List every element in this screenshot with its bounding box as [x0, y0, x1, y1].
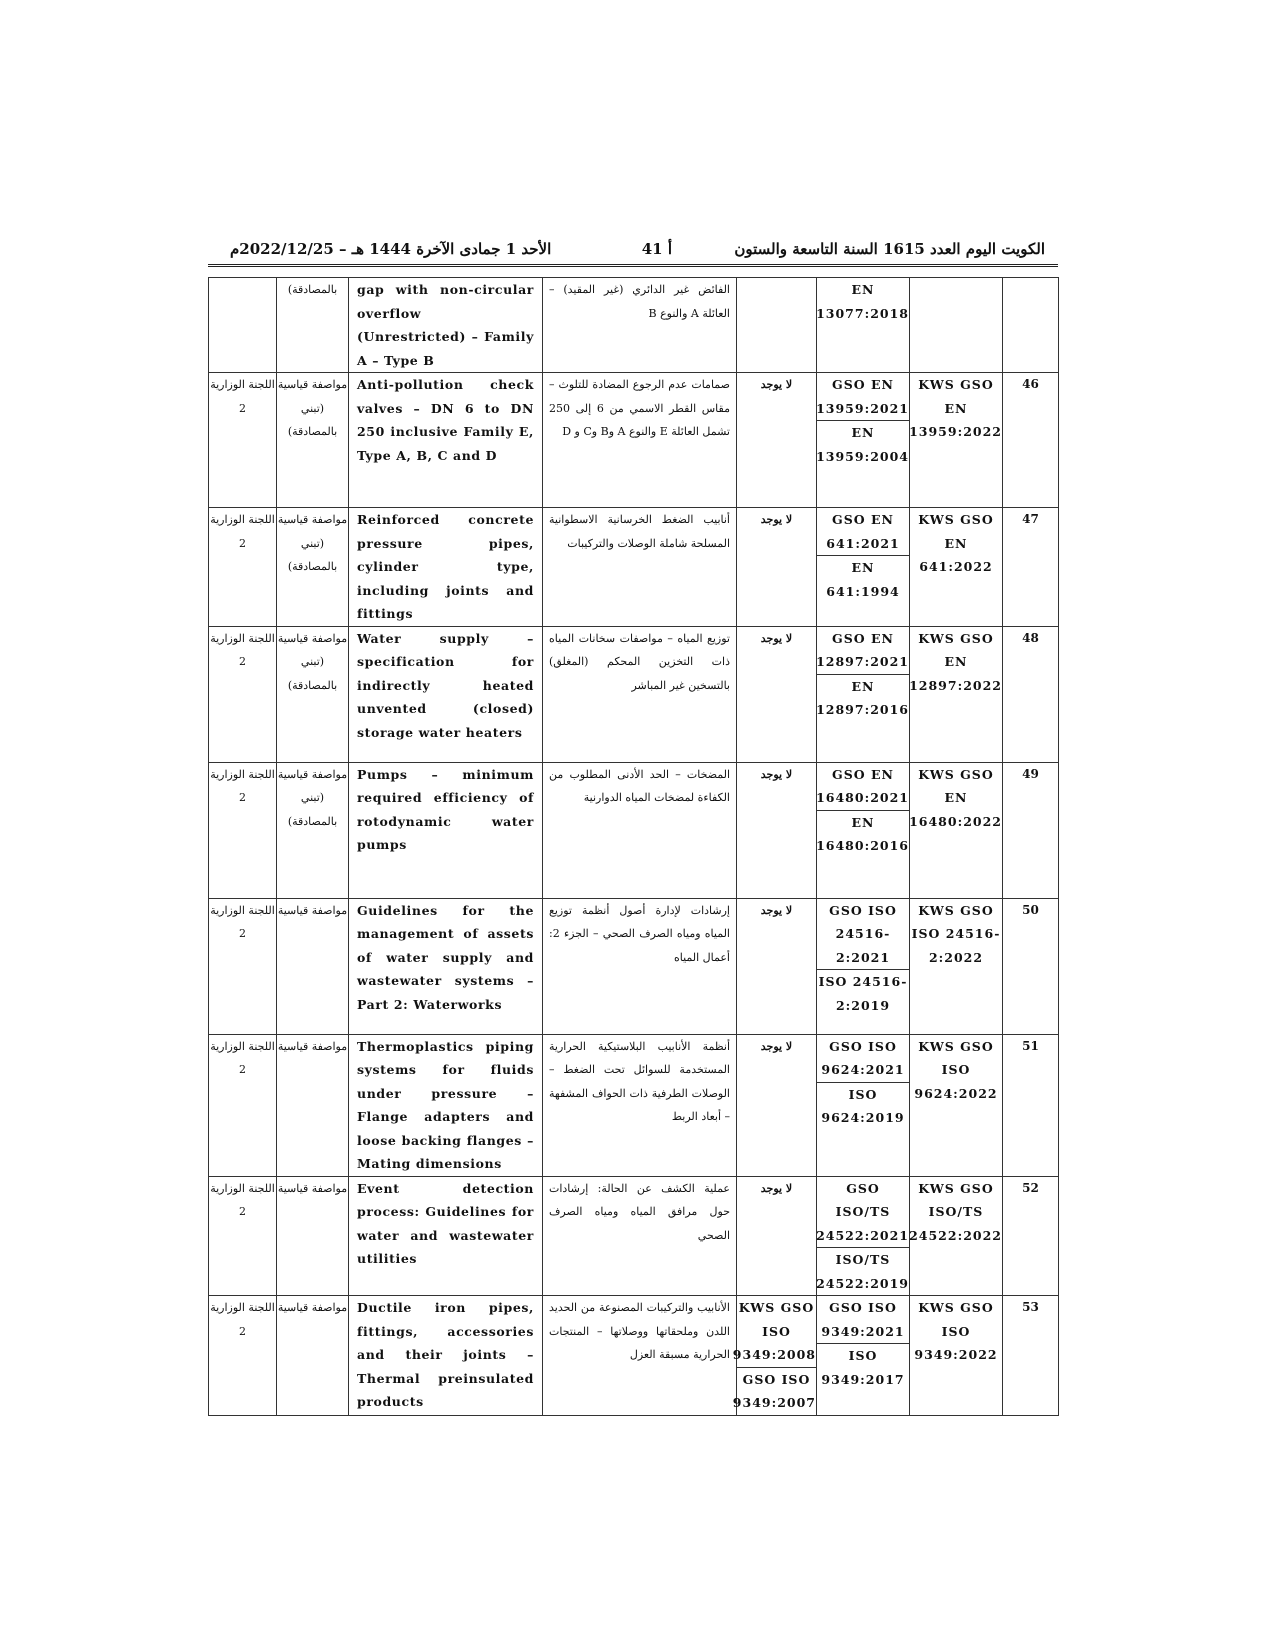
local-standard-cell: لا يوجد [737, 762, 817, 898]
local-standard-previous: GSO ISO 9349:2007 [732, 1371, 816, 1410]
kws-cell: KWS GSO ISO/TS 24522:2022 [910, 1176, 1003, 1296]
local-standard-cell: لا يوجد [737, 1176, 817, 1296]
type-cell: مواصفة قياسية (تبني بالمصادقة) [277, 508, 349, 627]
arabic-title-cell: أنظمة الأنابيب البلاستيكية الحرارية المستخدمة للسوائل تحت الضغط – الوصلات الطرفية ذات الحواف المشفهة – أبعاد الربط [543, 1034, 737, 1176]
english-title-cell: Water supply – specification for indirectly heated unvented (closed) storage water heaters [349, 626, 543, 762]
kws-cell: KWS GSO EN 641:2022 [910, 508, 1003, 627]
reference-cell [817, 508, 910, 627]
gso-reference: GSO EN 641:2021 [817, 508, 909, 556]
local-standard-cell [732, 1296, 817, 1416]
type-cell: مواصفة قياسية [277, 1176, 349, 1296]
kws-cell: KWS GSO ISO 9624:2022 [910, 1034, 1003, 1176]
intl-reference: ISO 9624:2019 [821, 1086, 905, 1125]
type-cell: مواصفة قياسية [277, 1296, 349, 1416]
row-number-cell: 50 [1003, 898, 1059, 1034]
arabic-title-cell: صمامات عدم الرجوع المضادة للتلوث – مقاس القطر الاسمي من 6 إلى 250 تشمل العائلة E والنوع A وB وC و D [543, 373, 737, 508]
committee-cell [209, 278, 277, 373]
local-standard-cell: لا يوجد [737, 373, 817, 508]
intl-reference: EN 12897:2016 [816, 678, 909, 717]
local-standard-current: KWS GSO ISO 9349:2008 [737, 1296, 816, 1368]
gso-reference: GSO ISO 9624:2021 [817, 1035, 909, 1083]
intl-reference: ISO 24516-2:2019 [818, 974, 908, 1013]
reference-cell [817, 898, 910, 1034]
table-row [209, 626, 1059, 762]
reference-cell [817, 626, 910, 762]
kws-cell: KWS GSO ISO 24516-2:2022 [910, 898, 1003, 1034]
english-title-cell: Thermoplastics piping systems for fluids under pressure – Flange adapters and loose backing flanges – Mating dimensions [349, 1034, 543, 1176]
english-title-cell: Ductile iron pipes, fittings, accessories and their joints – Thermal preinsulated products [349, 1296, 543, 1416]
gso-reference: GSO ISO 24516-2:2021 [817, 899, 909, 971]
kws-cell: KWS GSO EN 13959:2022 [910, 373, 1003, 508]
reference-cell [817, 1034, 910, 1176]
page-header [230, 236, 1045, 266]
table-row [209, 373, 1059, 508]
committee-cell: اللجنة الوزارية 2 [209, 762, 277, 898]
type-cell: مواصفة قياسية [277, 898, 349, 1034]
local-standard-cell [737, 278, 817, 373]
local-standard-cell: لا يوجد [737, 626, 817, 762]
table-row [209, 508, 1059, 627]
gso-reference: GSO EN 16480:2021 [817, 763, 909, 811]
committee-cell: اللجنة الوزارية 2 [209, 1176, 277, 1296]
table-row [209, 1176, 1059, 1296]
english-title-cell: Anti-pollution check valves – DN 6 to DN 250 inclusive Family E, Type A, B, C and D [349, 373, 543, 508]
arabic-title-cell: إرشادات لإدارة أصول أنظمة توزيع المياه ومياه الصرف الصحي – الجزء 2: أعمال المياه [543, 898, 737, 1034]
table-row [209, 1034, 1059, 1176]
local-standard-cell: لا يوجد [737, 508, 817, 627]
committee-cell: اللجنة الوزارية 2 [209, 626, 277, 762]
row-number-cell: 49 [1003, 762, 1059, 898]
committee-cell: اللجنة الوزارية 2 [209, 898, 277, 1034]
arabic-title-cell: عملية الكشف عن الحالة: إرشادات حول مرافق المياه ومياه الصرف الصحي [543, 1176, 737, 1296]
intl-reference: ISO 9349:2017 [821, 1348, 905, 1387]
intl-reference: EN 641:1994 [826, 560, 900, 599]
english-title-cell: gap with non-circular overflow (Unrestricted) – Family A – Type B [349, 278, 543, 373]
committee-cell: اللجنة الوزارية 2 [209, 508, 277, 627]
local-standard-cell: لا يوجد [737, 1034, 817, 1176]
arabic-title-cell: الأنابيب والتركيبات المصنوعة من الحديد اللدن وملحقاتها ووصلاتها – المنتجات الحرارية مسبقة العزل [543, 1296, 737, 1416]
table-row [209, 762, 1059, 898]
arabic-title-cell: الفائض غير الدائري (غير المقيد) – العائلة A والنوع B [543, 278, 737, 373]
type-cell: مواصفة قياسية (تبني بالمصادقة) [277, 762, 349, 898]
reference-cell [817, 373, 910, 508]
intl-reference: EN 16480:2016 [816, 814, 909, 853]
intl-reference: ISO/TS 24522:2019 [816, 1252, 909, 1291]
type-cell: مواصفة قياسية [277, 1034, 349, 1176]
kws-cell [910, 278, 1003, 373]
committee-cell: اللجنة الوزارية 2 [209, 373, 277, 508]
row-number-cell: 53 [1003, 1296, 1059, 1416]
kws-cell: KWS GSO ISO 9349:2022 [910, 1296, 1003, 1416]
row-number-cell: 52 [1003, 1176, 1059, 1296]
table-row [209, 1296, 1059, 1416]
header-divider [208, 264, 1058, 267]
arabic-title-cell: توزيع المياه – مواصفات سخانات المياه ذات التخزين المحكم (المغلق) بالتسخين غير المباشر [543, 626, 737, 762]
reference-cell [817, 1296, 910, 1416]
committee-cell: اللجنة الوزارية 2 [209, 1034, 277, 1176]
arabic-title-cell: أنابيب الضغط الخرسانية الاسطوانية المسلحة شاملة الوصلات والتركيبات [543, 508, 737, 627]
page-number: أ 41 [641, 240, 672, 258]
reference-cell [817, 1176, 910, 1296]
row-number-cell [1003, 278, 1059, 373]
gso-reference: GSO EN 13959:2021 [817, 373, 909, 421]
english-title-cell: Reinforced concrete pressure pipes, cylinder type, including joints and fittings [349, 508, 543, 627]
row-number-cell: 47 [1003, 508, 1059, 627]
kws-cell: KWS GSO EN 12897:2022 [910, 626, 1003, 762]
kws-cell: KWS GSO EN 16480:2022 [910, 762, 1003, 898]
row-number-cell: 46 [1003, 373, 1059, 508]
english-title-cell: Pumps – minimum required efficiency of rotodynamic water pumps [349, 762, 543, 898]
arabic-title-cell: المضخات – الحد الأدنى المطلوب من الكفاءة لمضخات المياه الدوارنية [543, 762, 737, 898]
type-cell: مواصفة قياسية (تبني بالمصادقة) [277, 626, 349, 762]
english-title-cell: Guidelines for the management of assets of water supply and wastewater systems – Part 2: Waterworks [349, 898, 543, 1034]
english-title-cell: Event detection process: Guidelines for water and wastewater utilities [349, 1176, 543, 1296]
gso-reference: GSO EN 12897:2021 [817, 627, 909, 675]
intl-reference: EN 13959:2004 [816, 425, 909, 464]
type-cell: بالمصادقة) [277, 278, 349, 373]
gso-reference: GSO ISO/TS 24522:2021 [817, 1177, 909, 1249]
row-number-cell: 48 [1003, 626, 1059, 762]
reference-cell [817, 762, 910, 898]
issue-date: الأحد 1 جمادى الآخرة 1444 هـ – 2022/12/25م [230, 240, 552, 258]
local-standard-cell: لا يوجد [737, 898, 817, 1034]
row-number-cell: 51 [1003, 1034, 1059, 1176]
table-row [209, 898, 1059, 1034]
reference-cell: EN 13077:2018 [817, 278, 910, 373]
standards-table [208, 277, 1059, 1416]
table-row-continuation [209, 278, 1059, 373]
committee-cell: اللجنة الوزارية 2 [209, 1296, 277, 1416]
gso-reference: GSO ISO 9349:2021 [817, 1296, 909, 1344]
type-cell: مواصفة قياسية (تبني بالمصادقة) [277, 373, 349, 508]
gazette-title: الكويت اليوم العدد 1615 السنة التاسعة والستون [734, 240, 1045, 258]
